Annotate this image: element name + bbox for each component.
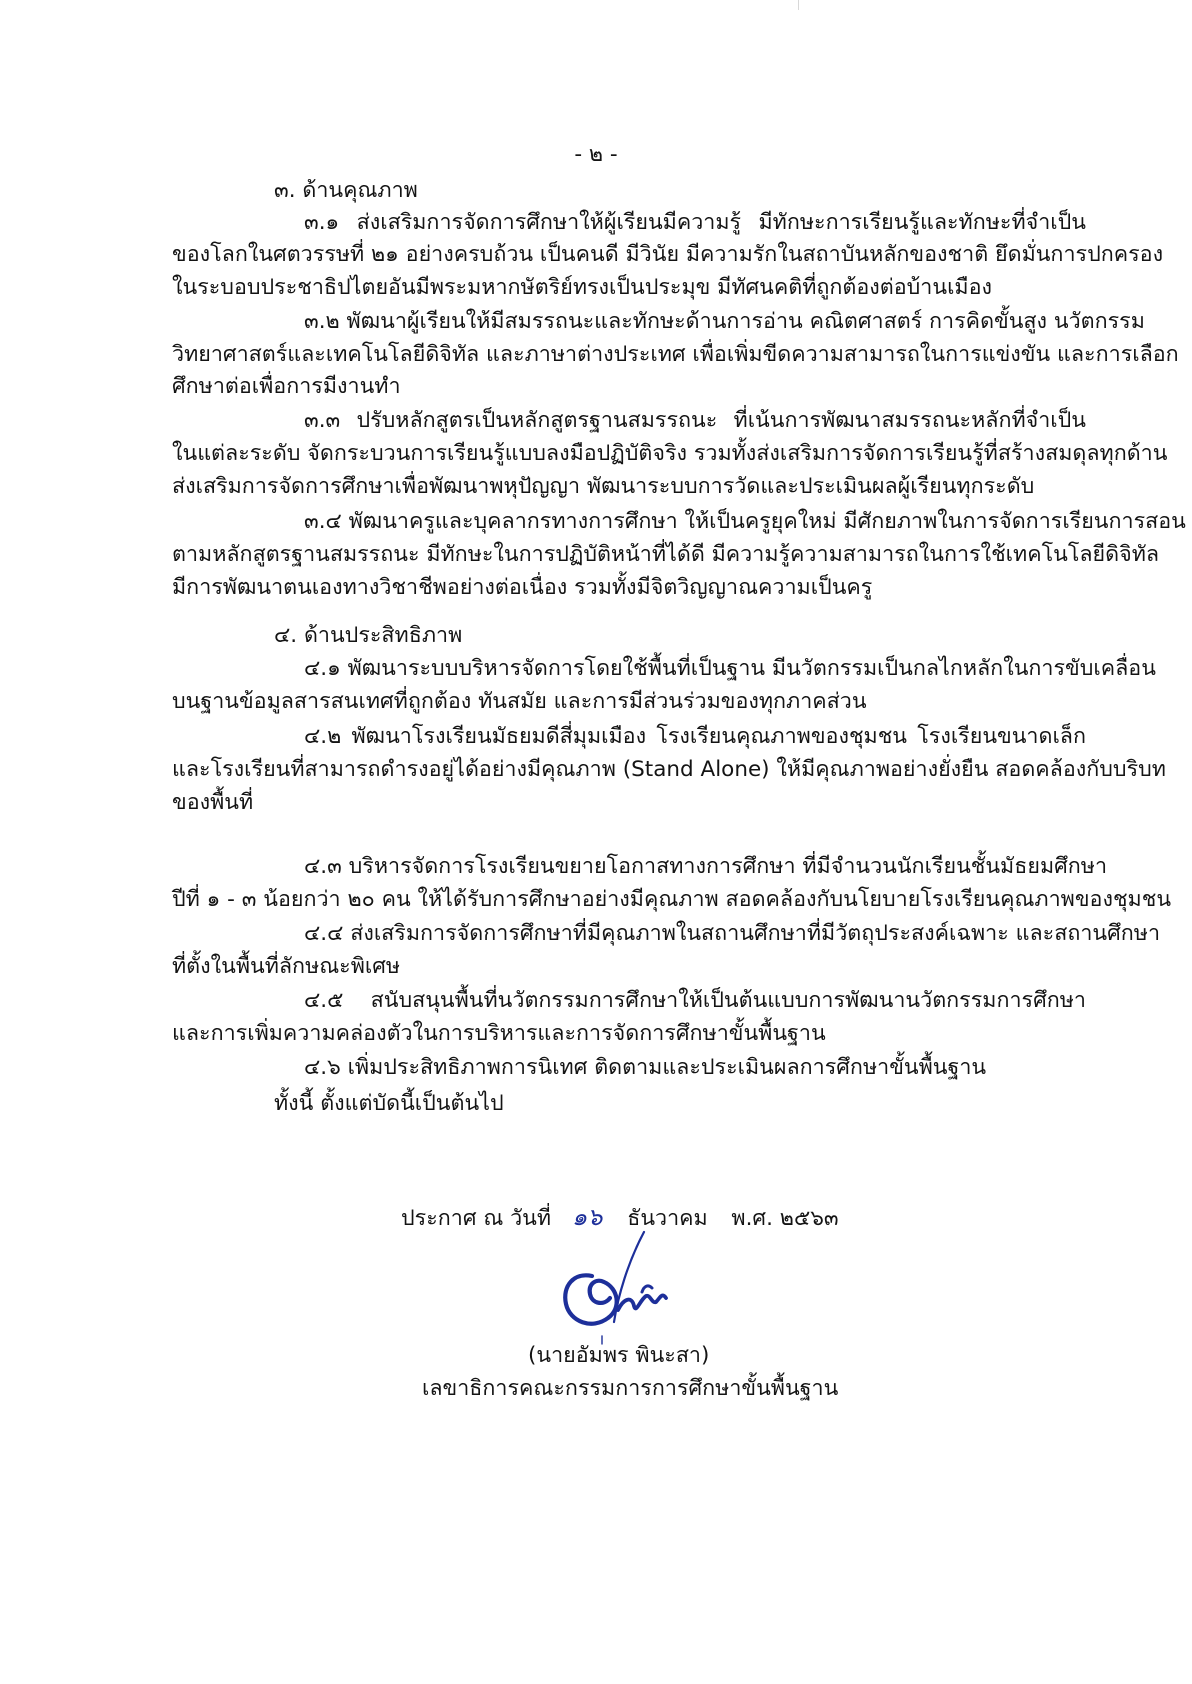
paragraph-line: ตามหลักสูตรฐานสมรรถนะ มีทักษะในการปฏิบัติหน้าที่ได้ดี มีความรู้ความสามารถในการใช้เทคโนโลยีดิจิทัล <box>172 542 1160 567</box>
paragraph-line: ๔.๓ บริหารจัดการโรงเรียนขยายโอกาสทางการศึกษา ที่มีจำนวนนักเรียนชั้นมัธยมศึกษา <box>304 854 1108 879</box>
paragraph-line: ๔.๑ พัฒนาระบบบริหารจัดการโดยใช้พื้นที่เป็นฐาน มีนวัตกรรมเป็นกลไกหลักในการขับเคลื่อน <box>304 656 1156 681</box>
paragraph-line: และโรงเรียนที่สามารถดำรงอยู่ได้อย่างมีคุณภาพ (Stand Alone) ให้มีคุณภาพอย่างยั่งยืน สอดคล้องกับบริบท <box>172 757 1166 782</box>
paragraph-line: และการเพิ่มความคล่องตัวในการบริหารและการจัดการศึกษาขั้นพื้นฐาน <box>172 1021 826 1046</box>
paragraph-line: มีการพัฒนาตนเองทางวิชาชีพอย่างต่อเนื่อง รวมทั้งมีจิตวิญญาณความเป็นครู <box>172 575 873 600</box>
signer-title: เลขาธิการคณะกรรมการการศึกษาขั้นพื้นฐาน <box>422 1376 839 1401</box>
paragraph-line: ๓.๔ พัฒนาครูและบุคลากรทางการศึกษา ให้เป็นครูยุคใหม่ มีศักยภาพในการจัดการเรียนการสอน <box>304 509 1186 534</box>
paragraph-line: ศึกษาต่อเพื่อการมีงานทำ <box>172 374 401 399</box>
paragraph-line: ในระบอบประชาธิปไตยอันมีพระมหากษัตริย์ทรงเป็นประมุข มีทัศนคติที่ถูกต้องต่อบ้านเมือง <box>172 275 993 300</box>
section-heading-quality: ๓. ด้านคุณภาพ <box>274 178 418 203</box>
scan-mark <box>798 0 799 10</box>
paragraph-line: บนฐานข้อมูลสารสนเทศที่ถูกต้อง ทันสมัย และการมีส่วนร่วมของทุกภาคส่วน <box>172 689 867 714</box>
paragraph-line: ๔.๕ สนับสนุนพื้นที่นวัตกรรมการศึกษาให้เป็นต้นแบบการพัฒนานวัตกรรมการศึกษา <box>304 988 1086 1013</box>
paragraph-line: ของพื้นที่ <box>172 790 254 815</box>
paragraph-line: ปีที่ ๑ - ๓ น้อยกว่า ๒๐ คน ให้ได้รับการศึกษาอย่างมีคุณภาพ สอดคล้องกับนโยบายโรงเรียนคุณภาพของชุมชน <box>172 887 1172 912</box>
paragraph-line: ๔.๖ เพิ่มประสิทธิภาพการนิเทศ ติดตามและประเมินผลการศึกษาขั้นพื้นฐาน <box>304 1055 987 1080</box>
paragraph-line: ในแต่ละระดับ จัดกระบวนการเรียนรู้แบบลงมือปฏิบัติจริง รวมทั้งส่งเสริมการจัดการเรียนรู้ที่สร้างสมดุลทุกด้าน <box>172 441 1168 466</box>
paragraph-line: ๓.๒ พัฒนาผู้เรียนให้มีสมรรถนะและทักษะด้านการอ่าน คณิตศาสตร์ การคิดขั้นสูง นวัตกรรม <box>304 309 1145 334</box>
date-month: ธันวาคม <box>627 1206 708 1231</box>
paragraph-line: วิทยาศาสตร์และเทคโนโลยีดิจิทัล และภาษาต่างประเทศ เพื่อเพิ่มขีดความสามารถในการแข่งขัน และการเลือก <box>172 342 1179 367</box>
date-year: ๒๕๖๓ <box>779 1206 839 1231</box>
paragraph-line: ๔.๒ พัฒนาโรงเรียนมัธยมดีสี่มุมเมือง โรงเรียนคุณภาพของชุมชน โรงเรียนขนาดเล็ก <box>304 724 1086 749</box>
date-prefix: ประกาศ ณ วันที่ <box>401 1206 552 1231</box>
signature-image <box>552 1226 702 1346</box>
date-day-handwritten: ๑๖ <box>571 1203 603 1231</box>
paragraph-line: ๓.๑ ส่งเสริมการจัดการศึกษาให้ผู้เรียนมีความรู้ มีทักษะการเรียนรู้และทักษะที่จำเป็น <box>304 210 1086 235</box>
section-heading-efficiency: ๔. ด้านประสิทธิภาพ <box>274 623 463 648</box>
paragraph-line: ของโลกในศตวรรษที่ ๒๑ อย่างครบถ้วน เป็นคนดี มีวินัย มีความรักในสถาบันหลักของชาติ ยึดมั่นการปกครอง <box>172 242 1164 267</box>
date-era: พ.ศ. <box>731 1206 773 1231</box>
paragraph-line: ๔.๔ ส่งเสริมการจัดการศึกษาที่มีคุณภาพในสถานศึกษาที่มีวัตถุประสงค์เฉพาะ และสถานศึกษา <box>304 921 1161 946</box>
paragraph-line: ๓.๓ ปรับหลักสูตรเป็นหลักสูตรฐานสมรรถนะ ที่เน้นการพัฒนาสมรรถนะหลักที่จำเป็น <box>304 408 1086 433</box>
paragraph-line: ที่ตั้งในพื้นที่ลักษณะพิเศษ <box>172 954 401 979</box>
closing-statement: ทั้งนี้ ตั้งแต่บัดนี้เป็นต้นไป <box>274 1091 504 1116</box>
page-number: - ๒ - <box>574 142 618 167</box>
paragraph-line: ส่งเสริมการจัดการศึกษาเพื่อพัฒนาพหุปัญญา พัฒนาระบบการวัดและประเมินผลผู้เรียนทุกระดับ <box>172 474 1035 499</box>
signer-name: (นายอัมพร พินะสา) <box>528 1343 710 1368</box>
